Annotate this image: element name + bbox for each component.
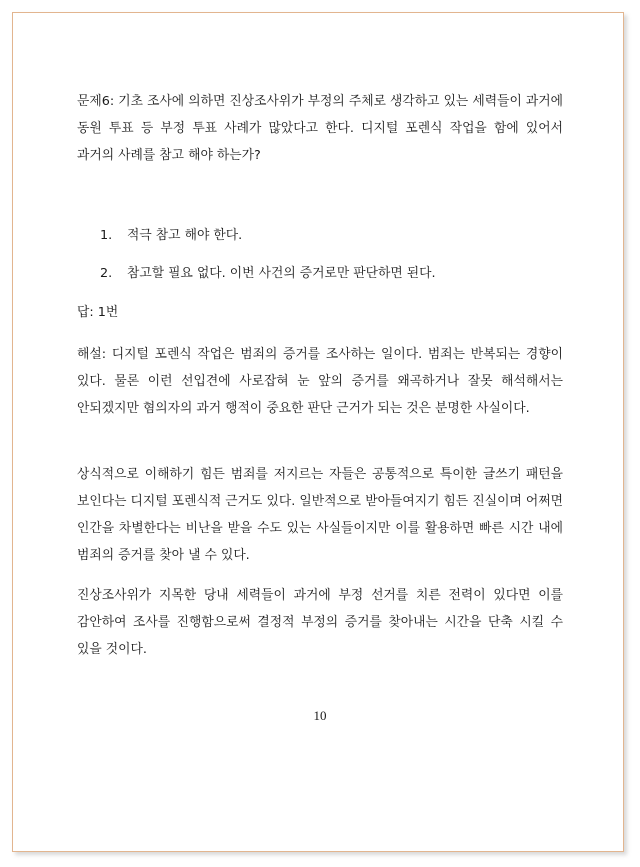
page-number: 10 <box>313 708 327 723</box>
option-1-number: 1. <box>100 228 113 243</box>
question-text: 문제6: 기초 조사에 의하면 진상조사위가 부정의 주체로 생각하고 있는 세력들이 과거에 동원 투표 등 부정 투표 사례가 많았다고 한다. 디지털 포렌식 작업을 함에 있어서 과거의 사례를 참고 해야 하는가? <box>77 94 563 163</box>
explanation-paragraph-2: 상식적으로 이해하기 힘든 범죄를 저지르는 자들은 공통적으로 특이한 글쓰기 패턴을 보인다는 디지털 포렌식적 근거도 있다. 일반적으로 받아들여지기 힘든 진실이며 어쩌면 인간을 차별한다는 비난을 받을 수도 있는 사실들이지만 이를 활용하면 빠른 시간 내에 범죄의 증거를 찾아 낼 수 있다. <box>77 467 563 563</box>
explanation-paragraph-3: 진상조사위가 지목한 당내 세력들이 과거에 부정 선거를 치른 전력이 있다면 이를 감안하여 조사를 진행함으로써 결정적 부정의 증거를 찾아내는 시간을 단축 시킬 수 있을 것이다. <box>77 588 563 657</box>
option-2-text: 참고할 필요 없다. 이번 사건의 증거로만 판단하면 된다. <box>127 266 436 281</box>
answer-text: 답: 1번 <box>77 305 119 320</box>
explanation-paragraph-1: 해설: 디지털 포렌식 작업은 범죄의 증거를 조사하는 일이다. 범죄는 반복되는 경향이 있다. 물론 이런 선입견에 사로잡혀 눈 앞의 증거를 왜곡하거나 잘못 해석해서는 안되겠지만 혐의자의 과거 행적이 중요한 판단 근거가 되는 것은 분명한 사실이다. <box>77 347 563 416</box>
option-2-number: 2. <box>100 266 113 281</box>
option-1-text: 적극 참고 해야 한다. <box>127 228 243 243</box>
